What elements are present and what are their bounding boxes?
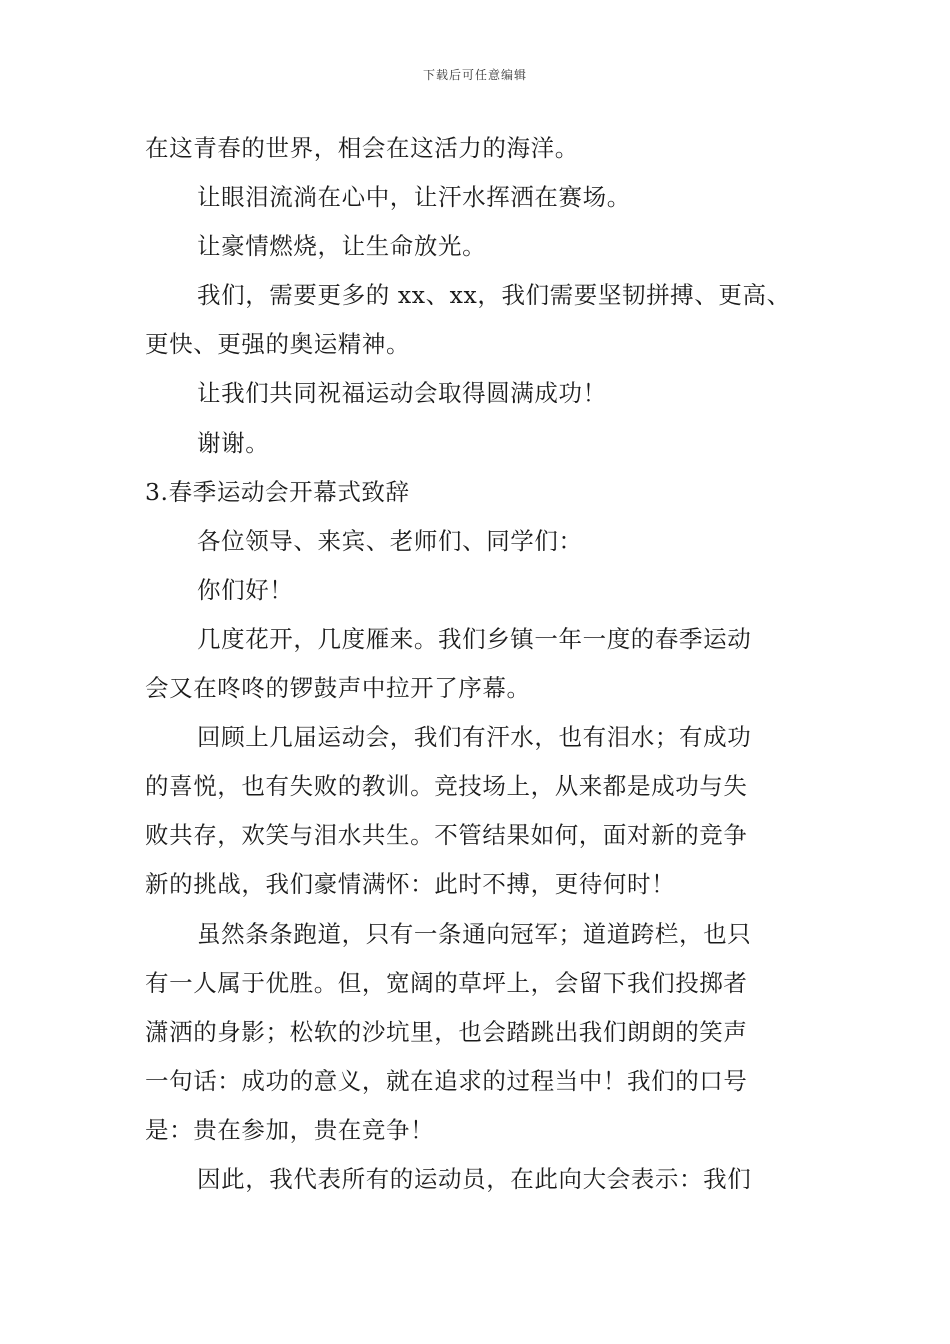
text-line: 败共存，欢笑与泪水共生。不管结果如何，面对新的竞争 xyxy=(145,821,748,850)
text-line: 因此，我代表所有的运动员，在此向大会表示：我们 xyxy=(197,1164,752,1193)
text-line: 虽然条条跑道，只有一条通向冠军；道道跨栏，也只 xyxy=(197,919,752,948)
section-heading: 3.春季运动会开幕式致辞 xyxy=(145,477,410,506)
text-line: 几度花开，几度雁来。我们乡镇一年一度的春季运动 xyxy=(197,624,752,653)
text-line: 你们好！ xyxy=(197,575,294,604)
text-line: 更快、更强的奥运精神。 xyxy=(145,330,411,359)
text-line: 在这青春的世界，相会在这活力的海洋。 xyxy=(145,134,579,162)
text-line: 有一人属于优胜。但，宽阔的草坪上，会留下我们投掷者 xyxy=(145,968,748,997)
text-line: 的喜悦，也有失败的教训。竞技场上，从来都是成功与失 xyxy=(145,772,748,801)
text-line: 让我们共同祝福运动会取得圆满成功！ xyxy=(197,379,607,408)
text-line: 让豪情燃烧，让生命放光。 xyxy=(197,232,487,261)
page-header: 下载后可任意编辑 xyxy=(422,68,527,82)
text-line: 回顾上几届运动会，我们有汗水，也有泪水；有成功 xyxy=(197,723,752,752)
text-line: 谢谢。 xyxy=(197,428,270,457)
text-line: 潇洒的身影；松软的沙坑里，也会踏跳出我们朗朗的笑声 xyxy=(145,1017,748,1046)
text-line: 一句话：成功的意义，就在追求的过程当中！我们的口号 xyxy=(145,1066,748,1095)
text-line: 让眼泪流淌在心中，让汗水挥洒在赛场。 xyxy=(197,183,631,212)
text-line: 我们，需要更多的 xx、xx，我们需要坚韧拼搏、更高、 xyxy=(197,281,791,310)
text-line: 新的挑战，我们豪情满怀：此时不搏，更待何时！ xyxy=(145,870,676,899)
text-line: 会又在咚咚的锣鼓声中拉开了序幕。 xyxy=(145,674,531,703)
text-line: 是：贵在参加，贵在竞争！ xyxy=(145,1115,435,1144)
document-body xyxy=(145,124,835,1204)
text-line: 各位领导、来宾、老师们、同学们： xyxy=(197,526,583,555)
